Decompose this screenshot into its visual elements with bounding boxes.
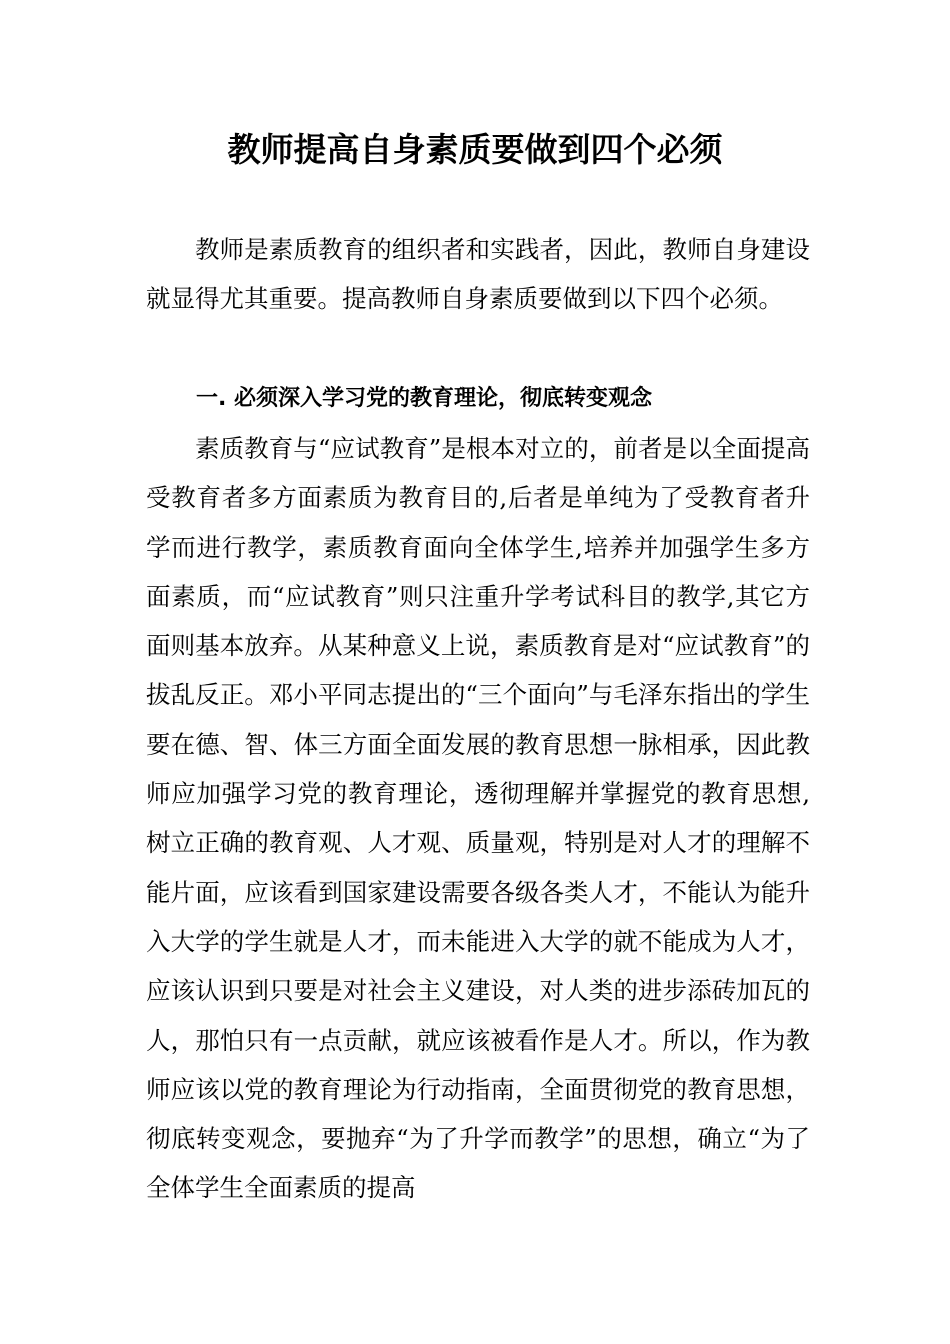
section-body-1: 素质教育与“应试教育”是根本对立的，前者是以全面提高受教育者多方面素质为教育目的,后者是单纯为了受教育者升学而进行教学，素质教育面向全体学生,培养并加强学生多方面素质，而“应试教育”则只注重升学考试科目的教学,其它方面则基本放弃。从某种意义上说，素质教育是对“应试教育”的拔乱反正。邓小平同志提出的“三个面向”与毛泽东指出的学生要在德、智、体三方面全面发展的教育思想一脉相承，因此教师应加强学习党的教育理论，透彻理解并掌握党的教育思想,树立正确的教育观、人才观、质量观，特别是对人才的理解不能片面，应该看到国家建设需要各级各类人才，不能认为能升入大学的学生就是人才，而未能进入大学的就不能成为人才，应该认识到只要是对社会主义建设，对人类的进步添砖加瓦的人，那怕只有一点贡献，就应该被看作是人才。所以，作为教师应该以党的教育理论为行动指南，全面贯彻党的教育思想，彻底转变观念，要抛弃“为了升学而教学”的思想，确立“为了全体学生全面素质的提高 bbox=[146, 434, 810, 1203]
document-title: 教师提高自身素质要做到四个必须 bbox=[227, 130, 723, 169]
intro-paragraph: 教师是素质教育的组织者和实践者，因此，教师自身建设就显得尤其重要。提高教师自身素质要做到以下四个必须。 bbox=[146, 235, 810, 314]
section-heading-1: 一. 必须深入学习党的教育理论，彻底转变观念 bbox=[196, 386, 653, 411]
